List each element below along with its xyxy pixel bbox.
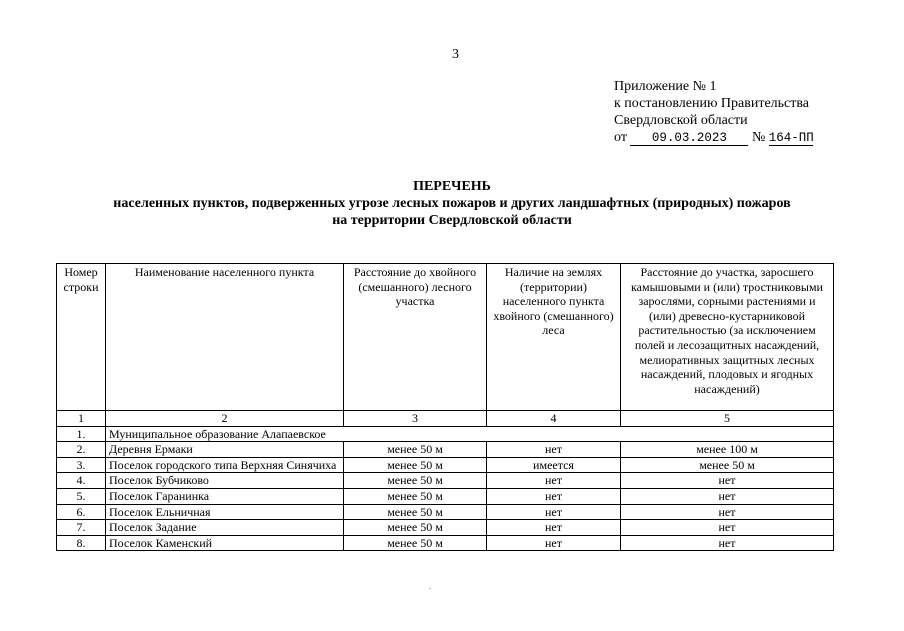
distance-forest: менее 50 м xyxy=(344,535,487,551)
column-numbers-row xyxy=(57,411,834,427)
distance-overgrown: нет xyxy=(621,488,834,504)
table-row xyxy=(57,473,834,489)
title-line-2: населенных пунктов, подверженных угрозе лесных пожаров и других ландшафтных (природных) пожаров xyxy=(113,196,791,211)
column-number: 1 xyxy=(57,411,106,427)
column-number: 2 xyxy=(106,411,344,427)
column-number: 3 xyxy=(344,411,487,427)
distance-overgrown: нет xyxy=(621,520,834,536)
settlement-name: Поселок Задание xyxy=(106,520,344,536)
from-label: от xyxy=(614,130,627,145)
header-settlement-name: Наименование населенного пункта xyxy=(106,264,344,411)
forest-presence: нет xyxy=(487,504,621,520)
settlement-name: Поселок городского типа Верхняя Синячиха xyxy=(106,457,344,473)
forest-presence: имеется xyxy=(487,457,621,473)
distance-forest: менее 50 м xyxy=(344,504,487,520)
distance-forest: менее 50 м xyxy=(344,473,487,489)
row-number: 3. xyxy=(57,457,106,473)
row-number: 7. xyxy=(57,520,106,536)
row-number: 2. xyxy=(57,442,106,458)
distance-overgrown: нет xyxy=(621,535,834,551)
title-heading: ПЕРЕЧЕНЬ xyxy=(413,179,491,194)
distance-forest: менее 50 м xyxy=(344,520,487,536)
distance-forest: менее 50 м xyxy=(344,442,487,458)
table-row xyxy=(57,520,834,536)
distance-overgrown: нет xyxy=(621,473,834,489)
title-line-3: на территории Свердловской области xyxy=(332,213,572,228)
forest-presence: нет xyxy=(487,520,621,536)
settlement-name: Поселок Гаранинка xyxy=(106,488,344,504)
distance-overgrown: менее 100 м xyxy=(621,442,834,458)
table-row xyxy=(57,504,834,520)
row-number: 4. xyxy=(57,473,106,489)
forest-presence: нет xyxy=(487,535,621,551)
forest-presence: нет xyxy=(487,442,621,458)
forest-presence: нет xyxy=(487,488,621,504)
distance-forest: менее 50 м xyxy=(344,457,487,473)
document-number: 164-ПП xyxy=(768,131,814,145)
settlements-table xyxy=(56,263,834,551)
distance-overgrown: нет xyxy=(621,504,834,520)
distance-overgrown: менее 50 м xyxy=(621,457,834,473)
appendix-block xyxy=(614,78,813,146)
header-distance-overgrown: Расстояние до участка, заросшего камышовыми и (или) тростниковыми зарослями, сорными растениями и (или) древесно-кустарниковой растительностью (за исключением полей и лесозащитных насаждений, мелиоративных защитных лесных насаждений, плодовых и ягодных насаждений) xyxy=(621,264,834,411)
table-row-section xyxy=(57,426,834,442)
settlement-name: Поселок Ельничная xyxy=(106,504,344,520)
settlement-name: Поселок Каменский xyxy=(106,535,344,551)
column-number: 5 xyxy=(621,411,834,427)
forest-presence: нет xyxy=(487,473,621,489)
table-header-row xyxy=(57,264,834,411)
appendix-line-1: Приложение № 1 xyxy=(614,79,717,94)
page-number: 3 xyxy=(452,47,459,62)
header-distance-forest: Расстояние до хвойного (смешанного) лесного участка xyxy=(344,264,487,411)
appendix-line-2: к постановлению Правительства xyxy=(614,96,810,111)
scan-speck xyxy=(429,588,431,589)
number-label: № xyxy=(751,130,766,145)
table-row xyxy=(57,457,834,473)
settlement-name: Поселок Бубчиково xyxy=(106,473,344,489)
appendix-date-line xyxy=(614,129,813,146)
appendix-line-3: Свердловской области xyxy=(614,113,748,128)
header-forest-presence: Наличие на землях (территории) населенного пункта хвойного (смешанного) леса xyxy=(487,264,621,411)
table-row xyxy=(57,535,834,551)
row-number: 6. xyxy=(57,504,106,520)
row-number: 5. xyxy=(57,488,106,504)
row-number: 8. xyxy=(57,535,106,551)
header-row-number: Номер строки xyxy=(57,264,106,411)
municipality-name: Муниципальное образование Алапаевское xyxy=(106,426,834,442)
settlement-name: Деревня Ермаки xyxy=(106,442,344,458)
distance-forest: менее 50 м xyxy=(344,488,487,504)
document-title xyxy=(0,178,904,229)
table-row xyxy=(57,442,834,458)
column-number: 4 xyxy=(487,411,621,427)
table-row xyxy=(57,488,834,504)
row-number: 1. xyxy=(57,426,106,442)
document-date: 09.03.2023 xyxy=(630,131,748,146)
